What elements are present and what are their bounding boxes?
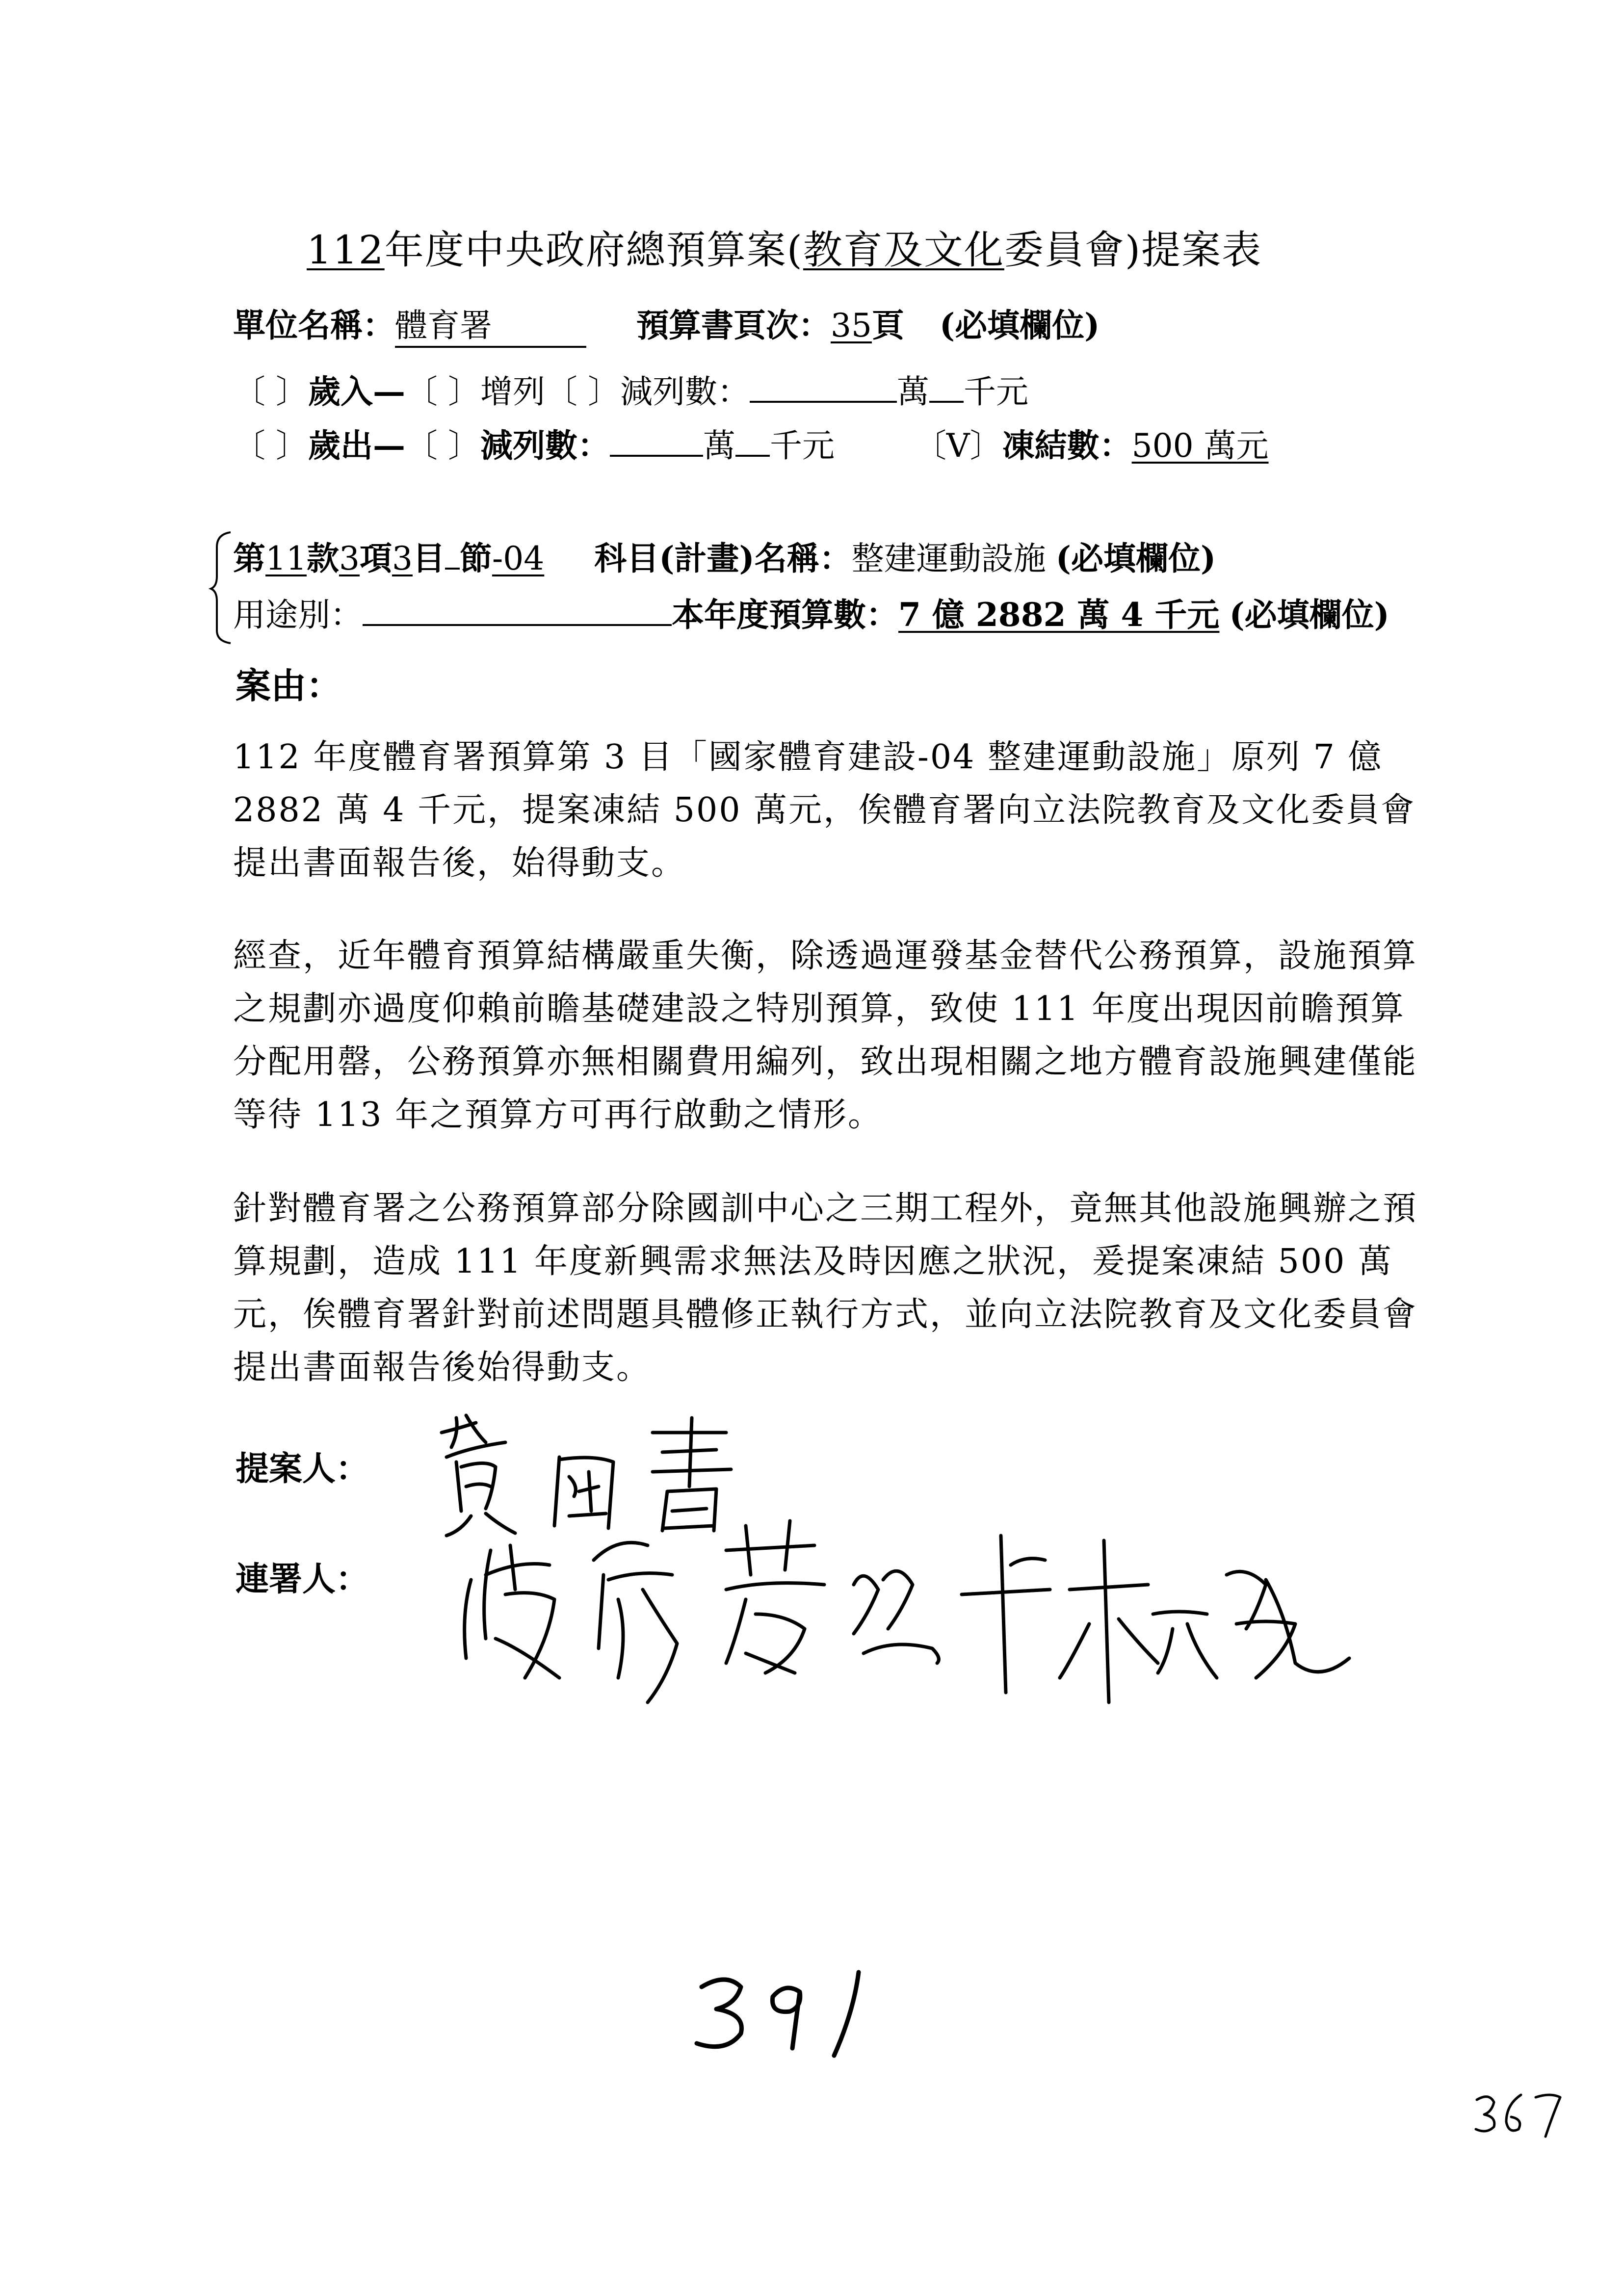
required-note: (必填欄位) <box>939 306 1100 344</box>
corner-page-number <box>1472 2085 1570 2144</box>
budget-value: 7 億 2882 萬 4 千元 <box>898 596 1220 634</box>
title-year: 112 <box>307 227 385 273</box>
expense-line: 〔 〕歲出—〔 〕減列數： 萬 千元 〔V〕凍結數：500 萬元 <box>233 419 1269 466</box>
item-line: 第11款3項3目 節-04 科目(計畫)名稱：整建運動設施 (必填欄位) <box>233 532 1216 579</box>
page-value: 35 <box>830 307 872 344</box>
page-title: 112年度中央政府總預算案(教育及文化委員會)提案表 <box>307 227 1262 273</box>
reason-paragraph-1: 112 年度體育署預算第 3 目「國家體育建設-04 整建運動設施」原列 7 億 2882 萬 4 千元，提案凍結 500 萬元，俟體育署向立法院教育及文化委員會提出書面報告後，始得動支。 <box>233 738 1416 883</box>
handwritten-367-glyphs <box>1472 2085 1570 2144</box>
usage-line: 用途別： 本年度預算數：7 億 2882 萬 4 千元 (必填欄位) <box>233 589 1389 635</box>
reason-paragraph-2: 經查，近年體育預算結構嚴重失衡，除透過運發基金替代公務預算，設施預算之規劃亦過度仰賴前瞻基礎建設之特別預算，致使 111 年度出現因前瞻預算分配用罄，公務預算亦無相關費用編列，致出現相關之地方體育設施興建僅能等待 113 年之預算方可再行啟動之情形。 <box>233 937 1418 1134</box>
freeze-value: 500 萬元 <box>1131 427 1269 465</box>
handwritten-page-number <box>687 1962 932 2061</box>
unit-line: 單位名稱：體育署 預算書頁次：35頁 (必填欄位) <box>233 299 1100 348</box>
title-committee: 教育及文化 <box>803 227 1004 273</box>
cosigner-label: 連署人： <box>236 1560 369 1599</box>
cosigner-signatures <box>451 1516 1359 1737</box>
reason-heading: 案由： <box>236 665 342 706</box>
item-bracket <box>206 527 236 645</box>
revenue-line: 〔 〕歲入—〔 〕增列〔 〕減列數： 萬 千元 <box>233 365 1028 412</box>
handwritten-391-glyphs <box>687 1962 932 2061</box>
unit-value: 體育署 <box>395 299 586 348</box>
proposer-label: 提案人： <box>236 1449 369 1488</box>
reason-paragraph-3: 針對體育署之公務預算部分除國訓中心之三期工程外，竟無其他設施興辦之預算規劃，造成 111 年度新興需求無法及時因應之狀況，爰提案凍結 500 萬元，俟體育署針對前述問題具體修正執行方式，並向立法院教育及文化委員會提出書面報告後始得動支。 <box>233 1189 1418 1387</box>
subject-value: 整建運動設施 <box>851 540 1046 577</box>
